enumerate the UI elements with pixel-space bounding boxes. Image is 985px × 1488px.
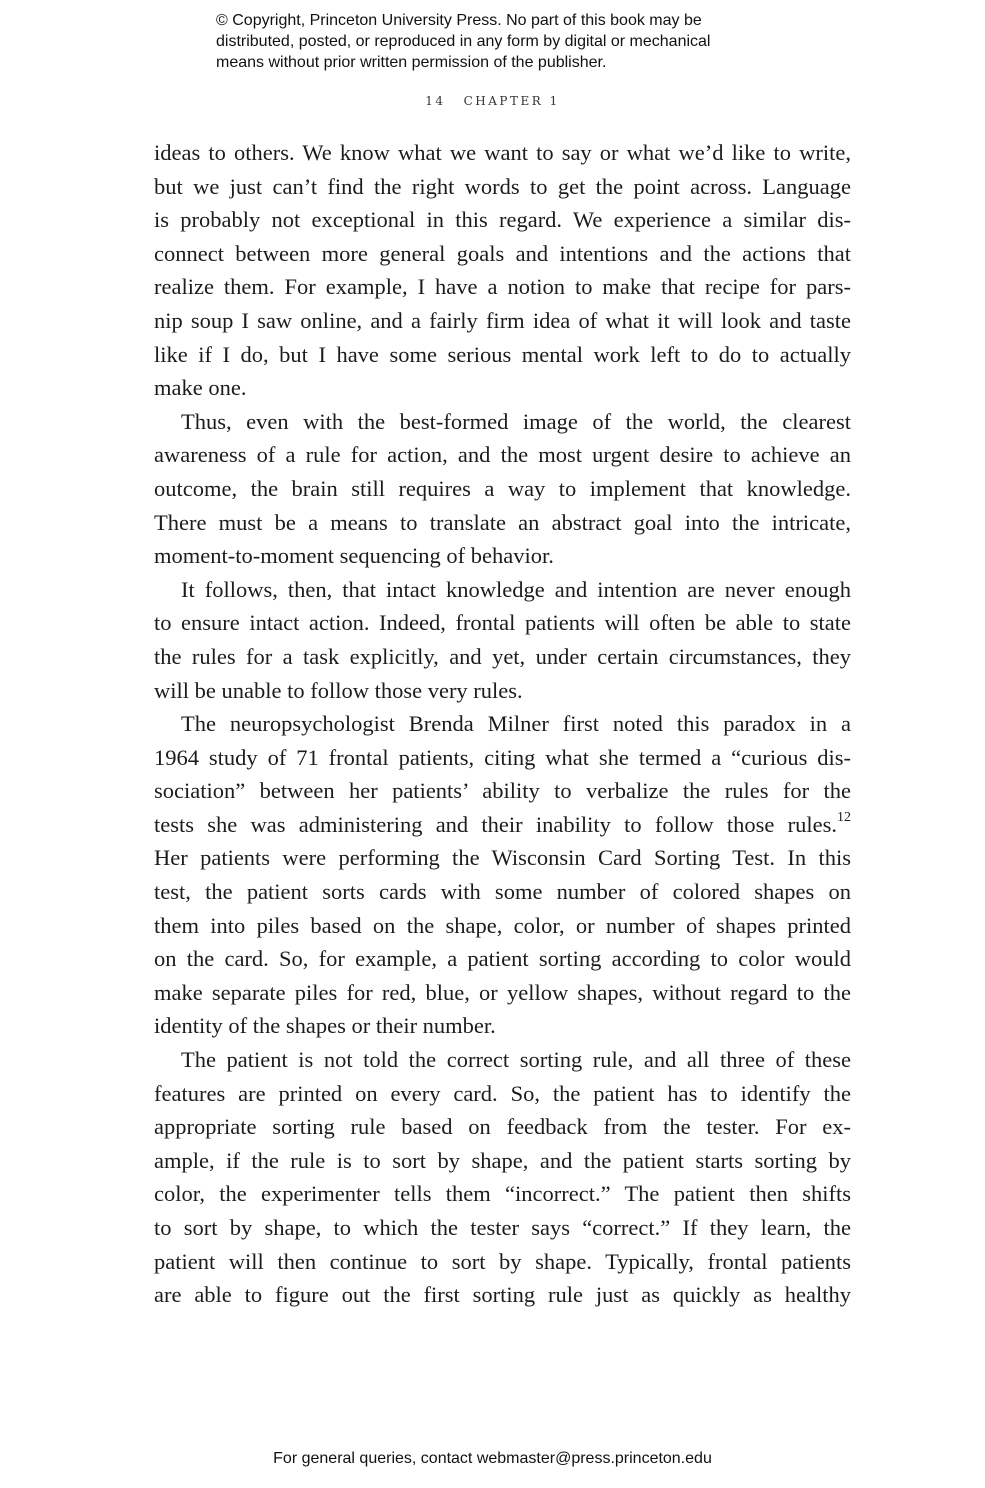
- text-line: make one.: [154, 375, 247, 401]
- text-line: ample, if the rule is to sort by shape, and the patient starts sorting by: [154, 1147, 851, 1173]
- chapter-label: CHAPTER 1: [463, 94, 560, 108]
- copyright-notice: [216, 10, 816, 73]
- footnote-reference[interactable]: 12: [837, 810, 851, 826]
- text-line: tests she was administering and their inability to follow those rules.: [154, 811, 837, 837]
- text-line: The neuropsychologist Brenda Milner first noted this paradox in a: [181, 711, 851, 737]
- paragraph: [154, 1043, 851, 1312]
- paragraph: [154, 136, 851, 405]
- text-line: sociation” between her patients’ ability to verbalize the rules for the: [154, 778, 851, 804]
- running-head: [0, 94, 985, 108]
- copyright-line: distributed, posted, or reproduced in any form by digital or mechanical: [216, 33, 711, 50]
- text-line: color, the experimenter tells them “incorrect.” The patient then shifts: [154, 1181, 851, 1207]
- text-line: like if I do, but I have some serious mental work left to do to actually: [154, 341, 851, 367]
- text-line: test, the patient sorts cards with some number of colored shapes on: [154, 879, 851, 905]
- text-line: connect between more general goals and intentions and the actions that: [154, 240, 851, 266]
- text-line: ideas to others. We know what we want to say or what we’d like to write,: [154, 140, 851, 165]
- text-line: will be unable to follow those very rules.: [154, 677, 523, 703]
- text-line: The patient is not told the correct sorting rule, and all three of these: [181, 1047, 851, 1073]
- text-line: patient will then continue to sort by shape. Typically, frontal patients: [154, 1248, 851, 1274]
- text-line: features are printed on every card. So, the patient has to identify the: [154, 1080, 851, 1106]
- text-line: them into piles based on the shape, color, or number of shapes printed: [154, 912, 851, 938]
- text-line: is probably not exceptional in this regard. We experience a similar dis-: [154, 207, 851, 233]
- text-line: 1964 study of 71 frontal patients, citing what she termed a “curious dis-: [154, 744, 851, 770]
- text-line: but we just can’t find the right words to get the point across. Language: [154, 173, 851, 199]
- text-line: It follows, then, that intact knowledge and intention are never enough: [181, 576, 851, 602]
- text-line-with-footnote: [154, 808, 851, 842]
- text-line: the rules for a task explicitly, and yet, under certain circumstances, they: [154, 643, 851, 669]
- text-line: to ensure intact action. Indeed, frontal patients will often be able to state: [154, 610, 851, 636]
- paragraph: [154, 573, 851, 707]
- page-number: 14: [425, 94, 446, 108]
- text-line: moment-to-moment sequencing of behavior.: [154, 543, 554, 569]
- footer-contact: For general queries, contact webmaster@press.princeton.edu: [273, 1450, 712, 1467]
- text-line: realize them. For example, I have a notion to make that recipe for pars-: [154, 274, 851, 300]
- text-line: nip soup I saw online, and a fairly firm idea of what it will look and taste: [154, 307, 851, 333]
- text-line: to sort by shape, to which the tester says “correct.” If they learn, the: [154, 1215, 851, 1240]
- text-line: Thus, even with the best-formed image of the world, the clearest: [181, 408, 851, 434]
- copyright-line: © Copyright, Princeton University Press. No part of this book may be: [216, 12, 702, 29]
- text-line: awareness of a rule for action, and the most urgent desire to achieve an: [154, 442, 851, 468]
- paragraph: [154, 405, 851, 573]
- text-line: identity of the shapes or their number.: [154, 1013, 496, 1039]
- body-text: [154, 136, 851, 1312]
- copyright-line: means without prior written permission of the publisher.: [216, 54, 607, 71]
- paragraph: [154, 707, 851, 1043]
- text-line: Her patients were performing the Wisconsin Card Sorting Test. In this: [154, 845, 851, 871]
- text-line: outcome, the brain still requires a way to implement that knowledge.: [154, 475, 851, 501]
- text-line: appropriate sorting rule based on feedback from the tester. For ex-: [154, 1114, 851, 1140]
- text-line: make separate piles for red, blue, or yellow shapes, without regard to the: [154, 979, 851, 1005]
- text-line: There must be a means to translate an abstract goal into the intricate,: [154, 509, 851, 535]
- text-line: are able to figure out the first sorting rule just as quickly as healthy: [154, 1282, 851, 1308]
- text-line: on the card. So, for example, a patient sorting according to color would: [154, 946, 851, 972]
